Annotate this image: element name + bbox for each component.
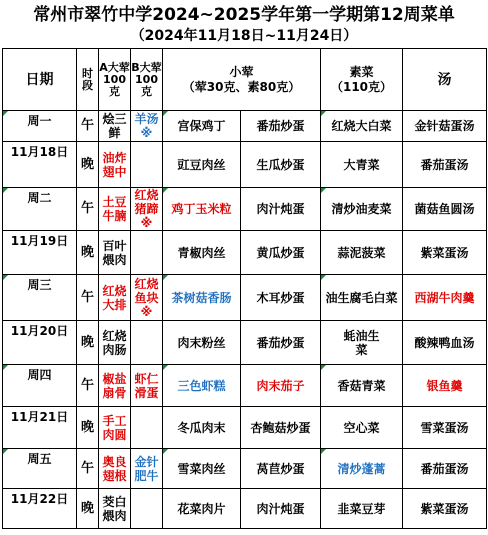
- menu-title: 常州市翠竹中学2024~2025学年第一学期第12周菜单: [33, 5, 455, 25]
- veg-dish-cell: 油生腐毛白菜: [321, 275, 403, 321]
- soup-cell: 银鱼羹: [403, 365, 487, 407]
- soup-cell: 番茄蛋汤: [403, 449, 487, 489]
- veg-dish-cell: 蚝油生 菜: [321, 321, 403, 365]
- menu-row: [3, 321, 487, 365]
- day-date: 11月20日: [3, 321, 77, 365]
- soup-cell: 金针菇蛋汤: [403, 111, 487, 142]
- veg-dish-cell: 韭菜豆芽: [321, 489, 403, 529]
- slot-cell: 晚: [77, 321, 99, 365]
- slot-cell: 晚: [77, 489, 99, 529]
- a-dish-cell: 椒盐 扇骨: [99, 365, 131, 407]
- a-dish-cell: 烩三 鲜: [99, 111, 131, 142]
- a-dish-cell: 土豆 牛腩: [99, 188, 131, 231]
- menu-row: [3, 142, 487, 188]
- slot-cell: 午: [77, 275, 99, 321]
- a-dish-cell: 茭白 煨肉: [99, 489, 131, 529]
- menu-table: [2, 48, 487, 529]
- b-dish-cell: [131, 321, 163, 365]
- a-dish-cell: 红烧 肉肠: [99, 321, 131, 365]
- small-dish-cell: 肉末粉丝: [163, 321, 241, 365]
- slot-cell: 午: [77, 188, 99, 231]
- header-veg-dish-note: （110克）: [330, 79, 393, 94]
- a-dish-cell: 手工 肉圆: [99, 407, 131, 449]
- small-dish2-cell: 肉汁炖蛋: [241, 188, 321, 231]
- small-dish2-cell: 莴苣炒蛋: [241, 449, 321, 489]
- menu-row: [3, 407, 487, 449]
- menu-row: [3, 489, 487, 529]
- soup-cell: 酸辣鸭血汤: [403, 321, 487, 365]
- day-date: 11月21日: [3, 407, 77, 449]
- b-dish-cell: [131, 231, 163, 275]
- day-name: 周四: [3, 365, 77, 407]
- header-date: 日期: [3, 49, 77, 111]
- a-dish-cell: 奥良 翅根: [99, 449, 131, 489]
- soup-cell: 菌菇鱼圆汤: [403, 188, 487, 231]
- a-dish-cell: 油炸 翅中: [99, 142, 131, 188]
- header-veg-dish: [321, 49, 403, 111]
- menu-row: [3, 188, 487, 231]
- b-dish-cell: [131, 142, 163, 188]
- b-dish-cell: [131, 407, 163, 449]
- slot-cell: 晚: [77, 407, 99, 449]
- day-name: 周五: [3, 449, 77, 489]
- soup-cell: 雪菜蛋汤: [403, 407, 487, 449]
- small-dish2-cell: 番茄炒蛋: [241, 111, 321, 142]
- small-dish-cell: 宫保鸡丁: [163, 111, 241, 142]
- b-dish-cell: [131, 489, 163, 529]
- b-dish-cell: 红烧 猪蹄 ※: [131, 188, 163, 231]
- header-soup: 汤: [403, 49, 487, 111]
- small-dish-cell: 茶树菇香肠: [163, 275, 241, 321]
- slot-cell: 午: [77, 111, 99, 142]
- menu-row: [3, 275, 487, 321]
- small-dish2-cell: 番茄炒蛋: [241, 321, 321, 365]
- small-dish2-cell: 肉末茄子: [241, 365, 321, 407]
- small-dish-cell: 花菜肉片: [163, 489, 241, 529]
- header-slot: 时段: [77, 49, 99, 111]
- veg-dish-cell: 香菇青菜: [321, 365, 403, 407]
- header-a-dish: A大荤100克: [99, 49, 131, 111]
- menu-subtitle: （2024年11月18日~11月24日）: [130, 28, 358, 44]
- soup-cell: 西湖牛肉羹: [403, 275, 487, 321]
- a-dish-cell: 红烧 大排: [99, 275, 131, 321]
- header-small-dish: [163, 49, 321, 111]
- b-dish-cell: 金针 肥牛: [131, 449, 163, 489]
- slot-cell: 晚: [77, 142, 99, 188]
- header-b-dish: B大荤100克: [131, 49, 163, 111]
- small-dish-cell: 雪菜肉丝: [163, 449, 241, 489]
- day-date: 11月19日: [3, 231, 77, 275]
- veg-dish-cell: 红烧大白菜: [321, 111, 403, 142]
- veg-dish-cell: 清炒油麦菜: [321, 188, 403, 231]
- header-small-dish-label: 小荤: [229, 64, 254, 79]
- slot-cell: 晚: [77, 231, 99, 275]
- small-dish2-cell: 杏鲍菇炒蛋: [241, 407, 321, 449]
- veg-dish-cell: 清炒蓬蒿: [321, 449, 403, 489]
- header-veg-dish-label: 素菜: [349, 64, 374, 79]
- menu-row: [3, 449, 487, 489]
- slot-cell: 午: [77, 365, 99, 407]
- day-date: 11月22日: [3, 489, 77, 529]
- soup-cell: 紫菜蛋汤: [403, 489, 487, 529]
- soup-cell: 番茄蛋汤: [403, 142, 487, 188]
- menu-row: [3, 111, 487, 142]
- small-dish-cell: 三色虾糕: [163, 365, 241, 407]
- menu-row: [3, 365, 487, 407]
- small-dish2-cell: 黄瓜炒蛋: [241, 231, 321, 275]
- soup-cell: 紫菜蛋汤: [403, 231, 487, 275]
- slot-cell: 午: [77, 449, 99, 489]
- header-small-dish-note: （荤30克、素80克）: [182, 79, 301, 94]
- veg-dish-cell: 大青菜: [321, 142, 403, 188]
- day-date: 11月18日: [3, 142, 77, 188]
- small-dish2-cell: 木耳炒蛋: [241, 275, 321, 321]
- veg-dish-cell: 蒜泥菠菜: [321, 231, 403, 275]
- day-name: 周三: [3, 275, 77, 321]
- small-dish-cell: 豇豆肉丝: [163, 142, 241, 188]
- small-dish-cell: 鸡丁玉米粒: [163, 188, 241, 231]
- small-dish2-cell: 生瓜炒蛋: [241, 142, 321, 188]
- small-dish-cell: 青椒肉丝: [163, 231, 241, 275]
- b-dish-cell: 红烧 鱼块 ※: [131, 275, 163, 321]
- veg-dish-cell: 空心菜: [321, 407, 403, 449]
- b-dish-cell: 羊汤 ※: [131, 111, 163, 142]
- b-dish-cell: 虾仁 滑蛋: [131, 365, 163, 407]
- a-dish-cell: 百叶 煨肉: [99, 231, 131, 275]
- day-name: 周二: [3, 188, 77, 231]
- small-dish-cell: 冬瓜肉末: [163, 407, 241, 449]
- day-name: 周一: [3, 111, 77, 142]
- menu-row: [3, 231, 487, 275]
- small-dish2-cell: 肉汁炖蛋: [241, 489, 321, 529]
